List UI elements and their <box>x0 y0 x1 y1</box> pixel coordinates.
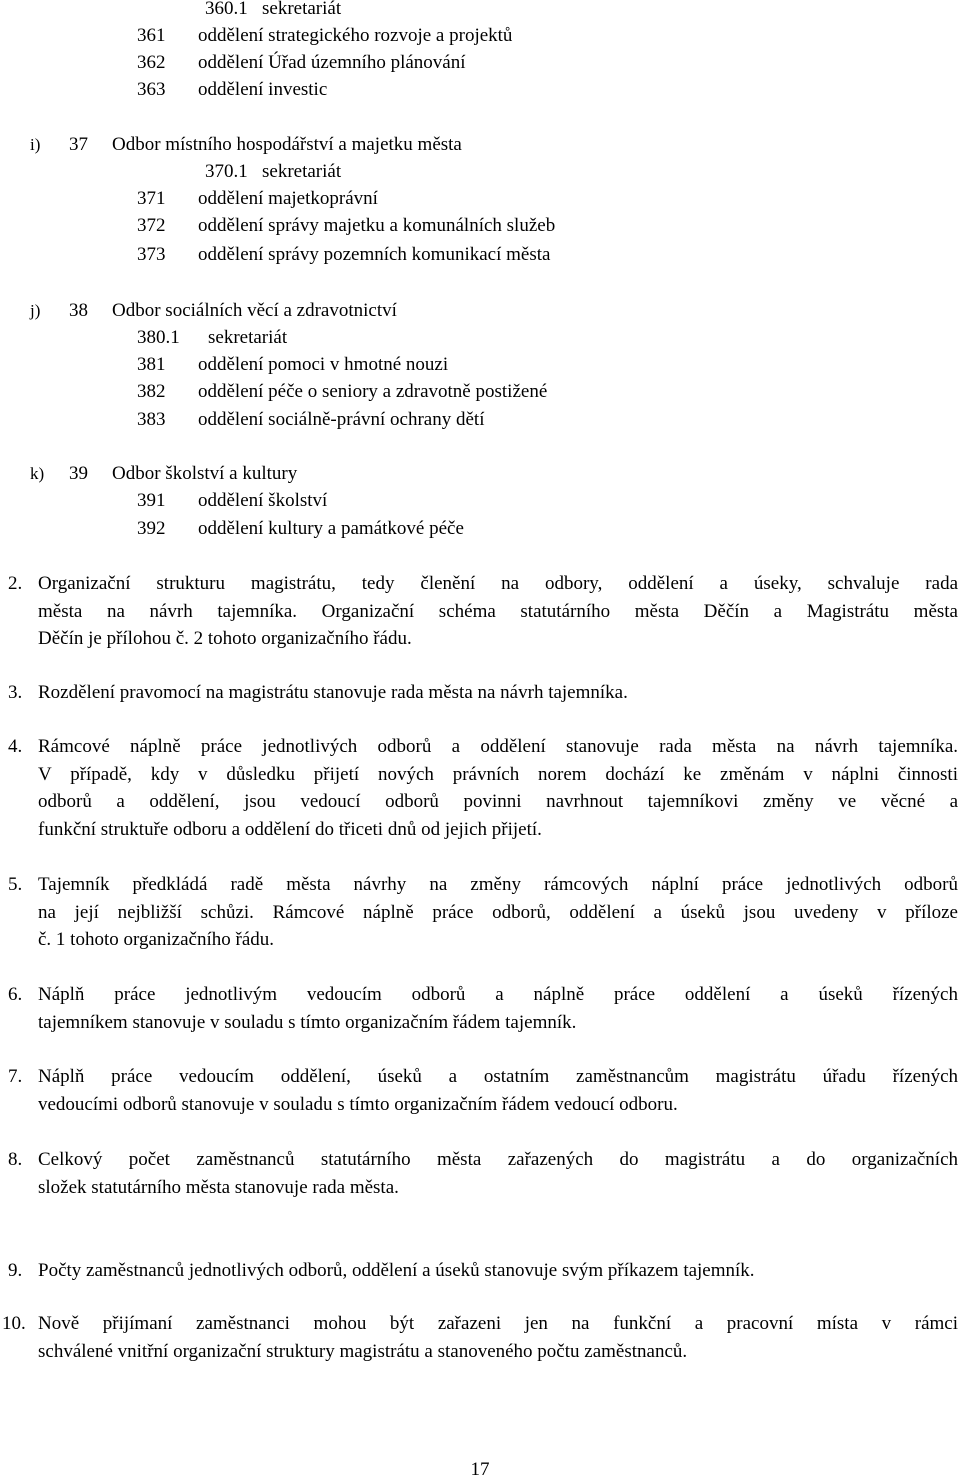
unit-number: 371 <box>137 188 166 209</box>
page-number: 17 <box>470 1459 490 1480</box>
paragraph-number: 4. <box>8 736 23 757</box>
department-letter: i) <box>30 135 41 154</box>
department-letter: j) <box>30 301 41 320</box>
paragraph-number: 5. <box>8 874 23 895</box>
paragraph-line: Počty zaměstnanců jednotlivých odborů, oddělení a úseků stanovuje svým příkazem tajemník. <box>38 1260 755 1281</box>
paragraph-body <box>38 1065 958 1120</box>
unit-number: 360.1 <box>205 0 248 19</box>
paragraph-line: města na návrh tajemníka. Organizační schéma statutárního města Děčín a Magistrátu města <box>38 600 958 622</box>
paragraph-line: č. 1 tohoto organizačního řádu. <box>38 929 275 950</box>
department-number: 39 <box>69 463 88 484</box>
paragraph-line: schválené vnitřní organizační struktury magistrátu a stanoveného počtu zaměstnanců. <box>38 1340 688 1362</box>
unit-number: 370.1 <box>205 161 248 182</box>
paragraph-number: 7. <box>8 1066 23 1087</box>
paragraph-number: 10. <box>2 1313 26 1334</box>
paragraph-line: Nově přijímaní zaměstnanci mohou být zařazeni jen na funkční a pracovní místa v rámci <box>38 1313 958 1334</box>
unit-number: 381 <box>137 354 166 375</box>
paragraph-line: Rámcové náplně práce jednotlivých odborů a oddělení stanovuje rada města na návrh tajemníka. <box>38 736 958 757</box>
paragraph-line: Tajemník předkládá radě města návrhy na změny rámcových náplní práce jednotlivých odborů <box>38 874 958 895</box>
unit-name: oddělení majetkoprávní <box>198 188 378 209</box>
paragraph-line: vedoucími odborů stanovuje v souladu s tímto organizačním řádem vedoucí odboru. <box>38 1093 678 1115</box>
unit-name: sekretariát <box>262 0 342 19</box>
unit-name: oddělení Úřad územního plánování <box>198 52 466 73</box>
unit-number: 361 <box>137 25 166 46</box>
unit-number: 380.1 <box>137 327 180 348</box>
paragraph-body <box>38 681 958 709</box>
unit-number: 373 <box>137 244 166 265</box>
paragraph-line: V případě, kdy v důsledku přijetí nových právních norem dochází ke změnám v náplni činnosti <box>38 763 958 785</box>
unit-number: 383 <box>137 409 166 430</box>
paragraph-body <box>38 873 958 956</box>
paragraph-number: 6. <box>8 984 23 1005</box>
paragraph-line: Děčín je přílohou č. 2 tohoto organizačního řádu. <box>38 628 412 649</box>
paragraph-line: funkční struktuře odboru a oddělení do třiceti dnů od jejich přijetí. <box>38 818 542 840</box>
paragraph-line: na její nejbližší schůzi. Rámcové náplně práce odborů, oddělení a úseků jsou uvedeny v příloze <box>38 901 958 923</box>
department-name: Odbor školství a kultury <box>112 463 298 484</box>
paragraph-body <box>38 1259 958 1287</box>
department-name: Odbor sociálních věcí a zdravotnictví <box>112 300 397 321</box>
unit-name: oddělení investic <box>198 79 328 100</box>
paragraph-body <box>38 735 958 845</box>
paragraph-line: Celkový počet zaměstnanců statutárního města zařazených do magistrátu a do organizačních <box>38 1149 958 1170</box>
paragraph-line: Náplň práce jednotlivým vedoucím odborů a náplně práce oddělení a úseků řízených <box>38 984 958 1005</box>
paragraph-line: Organizační strukturu magistrátu, tedy členění na odbory, oddělení a úseky, schvaluje rada <box>38 573 958 594</box>
paragraph-line: odborů a oddělení, jsou vedoucí odborů povinni navrhnout tajemníkovi změny ve věcné a <box>38 791 958 812</box>
department-letter: k) <box>30 464 45 483</box>
paragraph-body <box>38 1148 958 1203</box>
paragraph-number: 9. <box>8 1260 23 1281</box>
department-name: Odbor místního hospodářství a majetku města <box>112 134 462 155</box>
unit-number: 363 <box>137 79 166 100</box>
paragraph-body <box>38 1312 958 1367</box>
paragraph-line: Náplň práce vedoucím oddělení, úseků a ostatním zaměstnancům magistrátu úřadu řízených <box>38 1066 958 1087</box>
paragraph-number: 3. <box>8 682 23 703</box>
unit-number: 372 <box>137 215 166 236</box>
department-number: 37 <box>69 134 88 155</box>
paragraph-number: 8. <box>8 1149 23 1170</box>
unit-name: oddělení kultury a památkové péče <box>198 518 464 539</box>
unit-number: 392 <box>137 518 166 539</box>
unit-name: sekretariát <box>208 327 288 348</box>
paragraph-line: složek statutárního města stanovuje rada města. <box>38 1176 399 1198</box>
paragraph-body <box>38 983 958 1038</box>
unit-name: oddělení správy majetku a komunálních služeb <box>198 215 556 236</box>
unit-name: oddělení strategického rozvoje a projektů <box>198 25 513 46</box>
paragraph-body <box>38 572 958 655</box>
unit-number: 391 <box>137 490 166 511</box>
unit-number: 382 <box>137 381 166 402</box>
unit-name: oddělení pomoci v hmotné nouzi <box>198 354 449 375</box>
unit-name: oddělení školství <box>198 490 328 511</box>
unit-name: oddělení péče o seniory a zdravotně postižené <box>198 381 548 402</box>
unit-number: 362 <box>137 52 166 73</box>
department-number: 38 <box>69 300 88 321</box>
unit-name: oddělení správy pozemních komunikací města <box>198 244 551 265</box>
unit-name: oddělení sociálně-právní ochrany dětí <box>198 409 485 430</box>
unit-name: sekretariát <box>262 161 342 182</box>
paragraph-number: 2. <box>8 573 23 594</box>
paragraph-line: Rozdělení pravomocí na magistrátu stanovuje rada města na návrh tajemníka. <box>38 682 628 703</box>
paragraph-line: tajemníkem stanovuje v souladu s tímto organizačním řádem tajemník. <box>38 1011 577 1033</box>
